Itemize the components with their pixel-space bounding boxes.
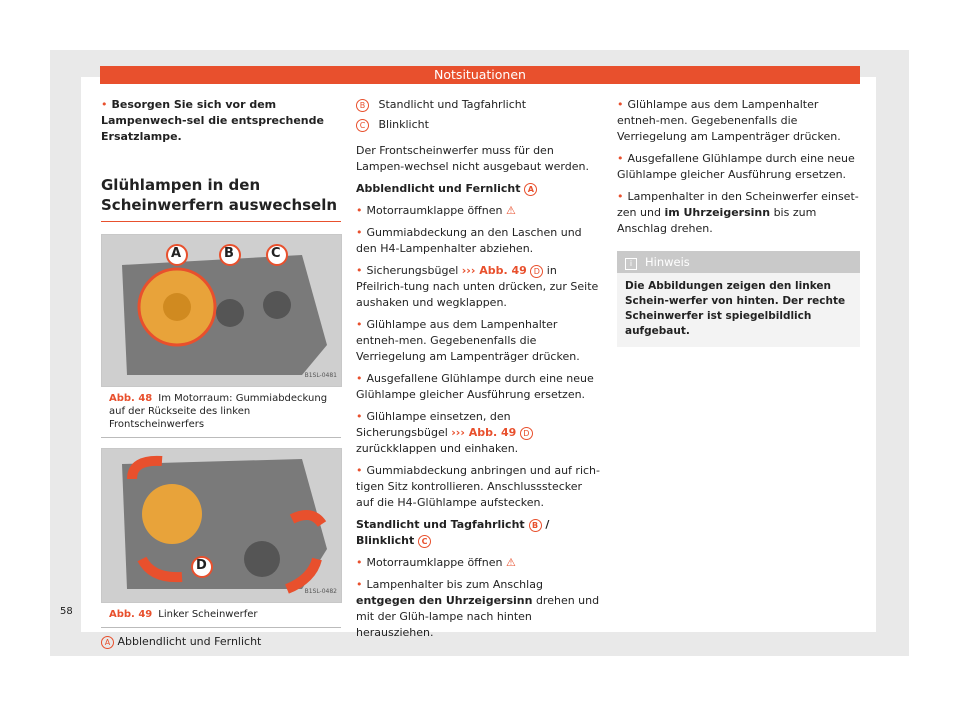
- step-item: • Gummiabdeckung anbringen und auf rich-tigen Sitz kontrollieren. Anschlussstecker auf die H4-Glühlampe aufstecken.: [356, 463, 601, 511]
- figure-48-image: [101, 234, 342, 387]
- intro-bullet: • Besorgen Sie sich vor dem Lampenwech-sel die entsprechende Ersatzlampe.: [101, 97, 341, 145]
- figure-letter-c: C: [271, 246, 281, 261]
- figure-code: B1SL-0482: [304, 588, 337, 595]
- figure-reference-link[interactable]: ››› Abb. 49: [461, 264, 527, 277]
- step-item: • Glühlampe aus dem Lampenhalter entneh-men. Gegebenenfalls die Verriegelung am Lampenträger drücken.: [356, 317, 601, 365]
- column-left: [101, 97, 341, 656]
- intro-text: Der Frontscheinwerfer muss für den Lampen-wechsel nicht ausgebaut werden.: [356, 144, 589, 173]
- step-item: • Glühlampe aus dem Lampenhalter entneh-men. Gegebenenfalls die Verriegelung am Lampenträger drücken.: [617, 97, 860, 145]
- step-item: • Ausgefallene Glühlampe durch eine neue Glühlampe gleicher Ausführung ersetzen.: [356, 371, 601, 403]
- figure-code: B1SL-0481: [304, 372, 337, 379]
- page-number: 58: [60, 606, 73, 617]
- step-item: • Ausgefallene Glühlampe durch eine neue Glühlampe gleicher Ausführung ersetzen.: [617, 151, 860, 183]
- legend-item-b: B Standlicht und Tagfahrlicht: [356, 97, 601, 113]
- subheading-parking-indicator: Standlicht und Tagfahrlicht B / Blinklicht C: [356, 518, 550, 547]
- warning-icon: ⚠: [505, 556, 516, 569]
- figure-48-caption: Abb. 48 Im Motorraum: Gummiabdeckung auf der Rückseite des linken Frontscheinwerfers: [101, 387, 341, 438]
- headlamp-back-illustration: [102, 235, 341, 386]
- section-title: Glühlampen in den Scheinwerfern auswechseln: [101, 175, 341, 222]
- column-right: [617, 97, 860, 347]
- legend-item-c: C Blinklicht: [356, 117, 601, 133]
- step-item: • Motorraumklappe öffnen ⚠: [356, 203, 601, 219]
- figure-letter-d: D: [196, 558, 207, 573]
- step-item: • Gummiabdeckung an den Laschen und den H4-Lampenhalter abziehen.: [356, 225, 601, 257]
- step-item: • Glühlampe einsetzen, den Sicherungsbügel ››› Abb. 49 D zurückklappen und einhaken.: [356, 409, 601, 457]
- figure-letter-a: A: [171, 246, 182, 261]
- warning-icon: ⚠: [505, 204, 516, 217]
- note-box: [617, 251, 860, 347]
- column-middle: [356, 97, 601, 647]
- step-item: • Lampenhalter bis zum Anschlag entgegen den Uhrzeigersinn drehen und mit der Glüh-lampe nach hinten herausziehen.: [356, 577, 601, 641]
- info-icon: i: [625, 258, 637, 270]
- step-item: • Sicherungsbügel ››› Abb. 49 D in Pfeilrich-tung nach unten drücken, zur Seite aushaken und wegklappen.: [356, 263, 601, 311]
- legend-item-a: A Abblendlicht und Fernlicht: [101, 634, 341, 650]
- figure-letter-b: B: [224, 246, 234, 261]
- headlamp-rotate-illustration: [102, 449, 341, 602]
- figure-49-caption: Abb. 49 Linker Scheinwerfer: [101, 603, 341, 628]
- figure-49-image: [101, 448, 342, 603]
- note-header: i Hinweis: [617, 251, 860, 273]
- figure-reference-link[interactable]: ››› Abb. 49: [451, 426, 517, 439]
- step-item: • Motorraumklappe öffnen ⚠: [356, 555, 601, 571]
- step-item: • Lampenhalter in den Scheinwerfer einset-zen und im Uhrzeigersinn bis zum Anschlag drehen.: [617, 189, 860, 237]
- subheading-low-high-beam: Abblendlicht und Fernlicht A: [356, 181, 601, 197]
- note-text: Die Abbildungen zeigen den linken Schein-werfer von hinten. Der rechte Scheinwerfer ist spiegelbildlich aufgebaut.: [625, 280, 846, 337]
- chapter-header: Notsituationen: [100, 66, 860, 84]
